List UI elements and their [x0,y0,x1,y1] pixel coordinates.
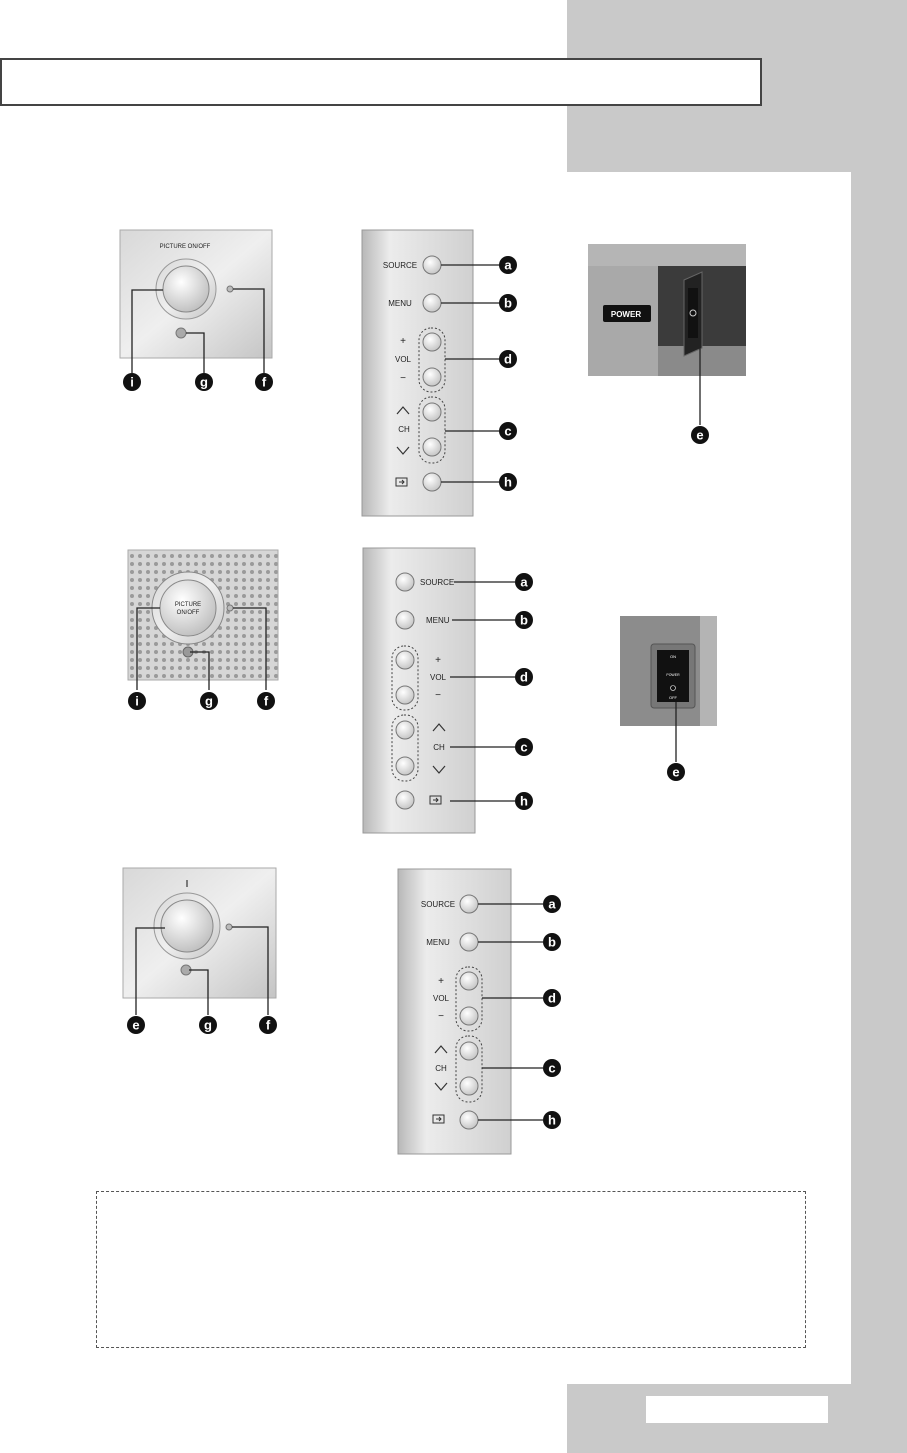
marker-h [543,1111,561,1129]
source-label: SOURCE [420,900,456,909]
marker-a [499,256,517,274]
svg-text:b: b [548,934,556,950]
menu-label: MENU [426,616,450,625]
power-small-label: POWER [666,673,680,677]
remote-sensor [227,286,233,292]
ch-up-button[interactable] [460,1042,478,1060]
remote-sensor [226,924,232,930]
svg-text:c: c [520,739,528,755]
power-switch-photo-1 [588,244,746,425]
marker-a [515,573,533,591]
svg-text:d: d [504,351,512,367]
marker-c [515,738,533,756]
marker-b [515,611,533,629]
source-label: SOURCE [382,261,418,270]
svg-text:b: b [504,295,512,311]
marker-a [543,895,561,913]
vol-down-button[interactable] [396,686,414,704]
svg-text:f: f [265,1017,271,1033]
svg-text:g: g [200,374,208,390]
side-panel-1 [362,230,500,516]
marker-e [667,763,685,781]
marker-b [499,294,517,312]
front-panel-1 [120,230,272,373]
marker-h [499,473,517,491]
ch-down-button[interactable] [423,438,441,456]
ch-down-button[interactable] [396,757,414,775]
power-indicator [176,328,186,338]
ch-up-button[interactable] [423,403,441,421]
vol-up-button[interactable] [423,333,441,351]
on-off-label: ON/OFF [176,610,200,616]
ch-label: CH [433,743,445,752]
vol-label: VOL [429,673,447,682]
power-button[interactable] [161,900,213,952]
vol-plus-label: + [438,976,444,987]
vol-label: VOL [394,355,412,364]
ch-label: CH [435,1064,447,1073]
source-button[interactable] [396,573,414,591]
ch-down-button[interactable] [460,1077,478,1095]
menu-button[interactable] [423,294,441,312]
svg-text:a: a [548,896,556,912]
source-label: SOURCE [420,578,455,587]
menu-label: MENU [426,938,450,947]
marker-b [543,933,561,951]
svg-text:f: f [263,693,269,709]
vol-plus-label: + [400,336,406,347]
vol-down-button[interactable] [423,368,441,386]
vol-down-button[interactable] [460,1007,478,1025]
vol-label: VOL [432,994,450,1003]
source-button[interactable] [460,895,478,913]
svg-text:a: a [520,574,528,590]
svg-text:e: e [132,1017,140,1033]
ch-up-button[interactable] [396,721,414,739]
side-panel-3 [398,869,543,1154]
marker-d [499,350,517,368]
on-label: ON [670,654,676,659]
source-button[interactable] [423,256,441,274]
svg-text:a: a [504,257,512,273]
marker-f [259,1016,277,1034]
vol-plus-label: + [435,655,441,666]
marker-c [543,1059,561,1077]
svg-text:b: b [520,612,528,628]
svg-text:c: c [504,423,512,439]
vol-minus-label: − [435,690,441,701]
front-panel-2 [128,550,278,690]
ch-label: CH [398,425,410,434]
input-button[interactable] [396,791,414,809]
remote-sensor [227,605,233,611]
marker-e [691,426,709,444]
vol-minus-label: − [400,373,406,384]
svg-text:h: h [548,1112,556,1128]
input-button[interactable] [423,473,441,491]
svg-text:h: h [504,474,512,490]
marker-g [195,373,213,391]
svg-text:h: h [520,793,528,809]
picture-on-off-button[interactable] [160,580,216,636]
marker-i [128,692,146,710]
off-label: OFF [669,695,677,700]
marker-f [257,692,275,710]
marker-h [515,792,533,810]
svg-text:g: g [205,693,213,709]
marker-d [543,989,561,1007]
marker-c [499,422,517,440]
svg-text:f: f [261,374,267,390]
svg-text:d: d [520,669,528,685]
power-label: POWER [610,310,642,319]
marker-g [199,1016,217,1034]
vol-minus-label: − [438,1011,444,1022]
vol-up-button[interactable] [396,651,414,669]
marker-i [123,373,141,391]
svg-text:g: g [204,1017,212,1033]
picture-on-off-button[interactable] [163,266,209,312]
side-panel-2 [363,548,515,833]
menu-button[interactable] [396,611,414,629]
power-switch-photo-2 [620,616,717,762]
svg-text:i: i [130,374,134,390]
svg-text:d: d [548,990,556,1006]
input-button[interactable] [460,1111,478,1129]
vol-up-button[interactable] [460,972,478,990]
marker-f [255,373,273,391]
marker-g [200,692,218,710]
marker-e [127,1016,145,1034]
picture-on-off-label: PICTURE ON/OFF [159,244,211,250]
menu-label: MENU [388,299,412,308]
svg-text:i: i [135,693,139,709]
picture-label: PICTURE [174,602,202,608]
marker-d [515,668,533,686]
menu-button[interactable] [460,933,478,951]
svg-text:e: e [696,427,704,443]
svg-text:e: e [672,764,680,780]
front-panel-3 [123,868,276,1015]
svg-text:c: c [548,1060,556,1076]
